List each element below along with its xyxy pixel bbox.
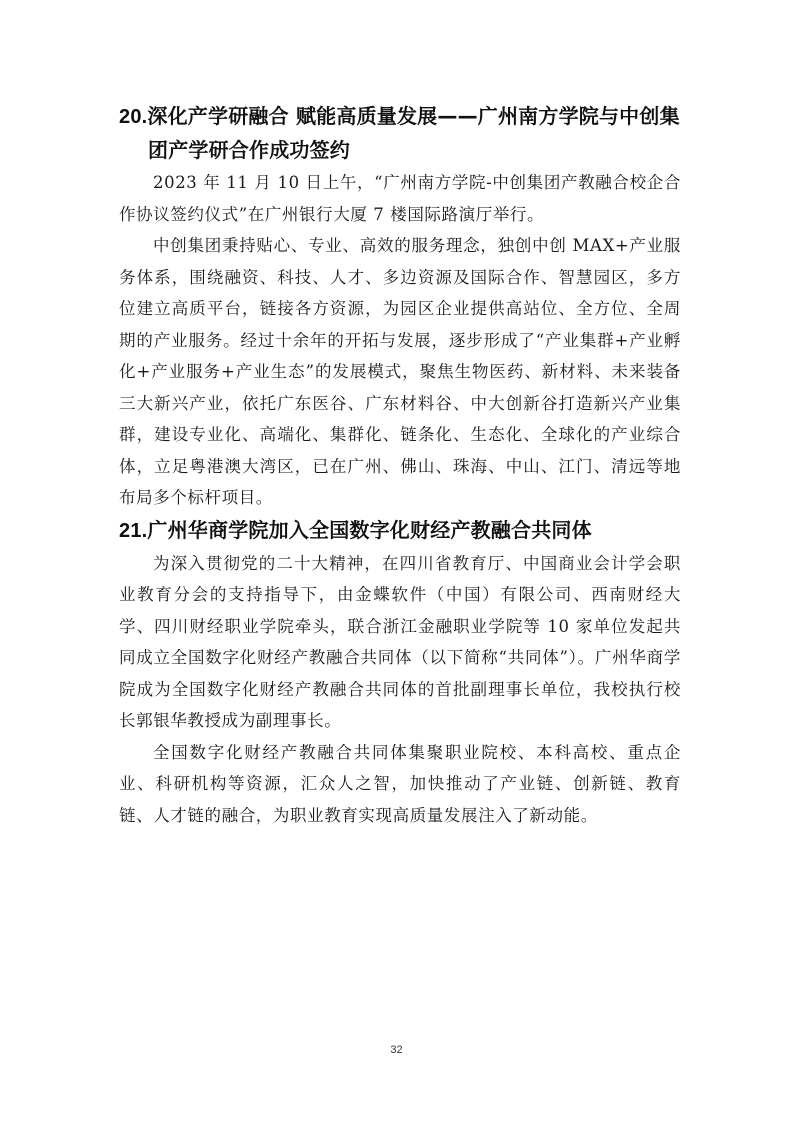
paragraph: 中创集团秉持贴心、专业、高效的服务理念，独创中创 MAX+产业服务体系，围绕融资、科技、人才、多边资源及国际合作、智慧园区，多方位建立高质平台，链接各方资源，为园区企业提供高站位、全方位、全周期的产业服务。经过十余年的开拓与发展，逐步形成了“产业集群+产业孵化+产业服务+产业生态”的发展模式，聚焦生物医药、新材料、未来装备三大新兴产业，依托广东医谷、广东材料谷、中大创新谷打造新兴产业集群，建设专业化、高端化、集群化、链条化、生态化、全球化的产业综合体，立足粤港澳大湾区，已在广州、佛山、珠海、中山、江门、清远等地布局多个标杆项目。 [119, 236, 681, 507]
page-content [119, 100, 681, 831]
section-title: 深化产学研融合 赋能高质量发展——广州南方学院与中创集团产学研合作成功签约 [147, 104, 680, 162]
section-heading-21 [119, 514, 681, 548]
paragraph: 为深入贯彻党的二十大精神，在四川省教育厅、中国商业会计学会职业教育分会的支持指导下，由金蝶软件（中国）有限公司、西南财经大学、四川财经职业学院牵头，联合浙江金融职业学院等 10 家单位发起共同成立全国数字化财经产教融合共同体（以下简称“共同体”）。广州华商学院成为全国数字化财经产教融合共同体的首批副理事长单位，我校执行校长郭银华教授成为副理事长。 [119, 553, 681, 730]
section-title: 广州华商学院加入全国数字化财经产教融合共同体 [147, 517, 592, 542]
section-number: 21. [119, 519, 148, 542]
paragraph: 2023 年 11 月 10 日上午，“广州南方学院-中创集团产教融合校企合作协议签约仪式”在广州银行大厦 7 楼国际路演厅举行。 [119, 173, 681, 224]
paragraph: 全国数字化财经产教融合共同体集聚职业院校、本科高校、重点企业、科研机构等资源，汇众人之智，加快推动了产业链、创新链、教育链、人才链的融合，为职业教育实现高质量发展注入了新动能。 [119, 742, 681, 825]
page-number: 32 [390, 1044, 403, 1056]
section-heading-20 [119, 100, 681, 167]
section-number: 20. [119, 106, 148, 128]
